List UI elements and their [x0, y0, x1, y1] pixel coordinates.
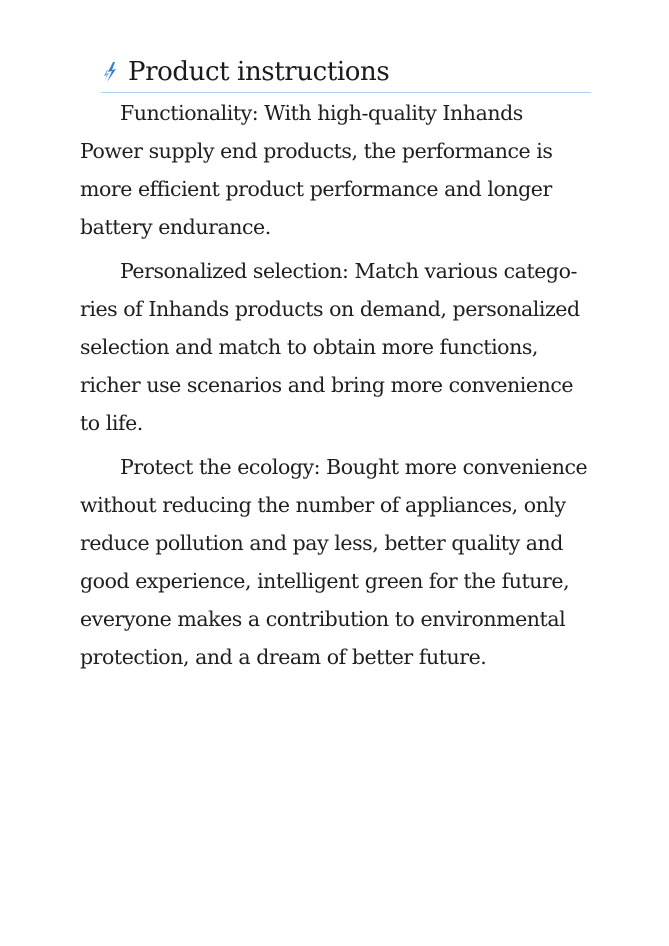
text-line: more efficient product performance and longer: [80, 177, 552, 201]
text-line: reduce pollution and pay less, better quality and: [80, 531, 563, 555]
text-line: to life.: [80, 411, 143, 435]
text-line: protection, and a dream of better future.: [80, 645, 487, 669]
paragraph-protect-ecology: [80, 448, 590, 676]
text-line: ries of Inhands products on demand, personalized: [80, 297, 580, 321]
section-heading: [101, 52, 591, 93]
text-line: good experience, intelligent green for the future,: [80, 569, 570, 593]
text-line: without reducing the number of appliances, only: [80, 493, 566, 517]
text-line: Protect the ecology: Bought more convenience: [120, 455, 588, 479]
paragraph-functionality: [80, 94, 590, 246]
body-text: [80, 94, 590, 676]
paragraph-personalized-selection: [80, 252, 590, 442]
text-line: everyone makes a contribution to environmental: [80, 607, 566, 631]
text-line: Power supply end products, the performance is: [80, 139, 553, 163]
page-title: Product instructions: [128, 57, 390, 87]
text-line: Personalized selection: Match various catego-: [120, 259, 577, 283]
text-line: Functionality: With high-quality Inhands: [120, 101, 523, 125]
text-line: richer use scenarios and bring more convenience: [80, 373, 574, 397]
lightning-bolt-icon: [101, 61, 121, 85]
text-line: battery endurance.: [80, 215, 271, 239]
text-line: selection and match to obtain more functions,: [80, 335, 538, 359]
